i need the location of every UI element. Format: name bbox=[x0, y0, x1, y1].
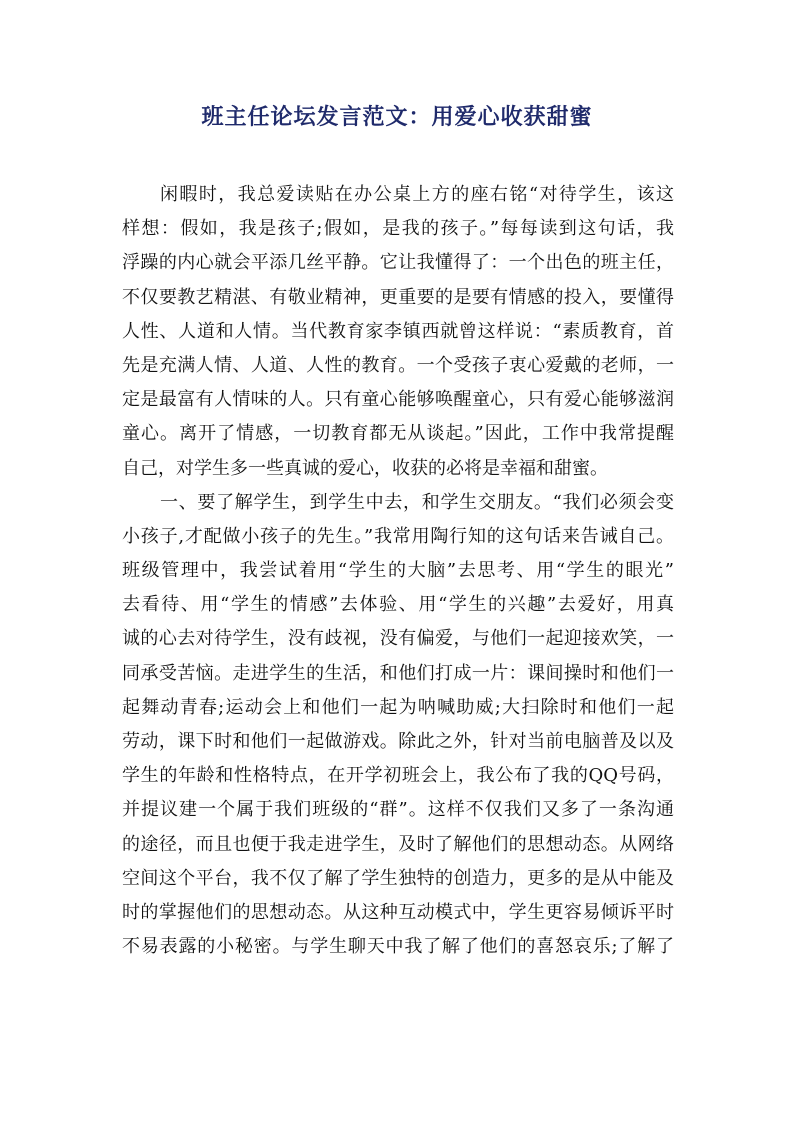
text-line: 时的掌握他们的思想动态。从这种互动模式中，学生更容易倾诉平时 bbox=[122, 901, 674, 923]
text-line: 诚的心去对待学生，没有歧视，没有偏爱，与他们一起迎接欢笑，一 bbox=[122, 628, 674, 650]
text-line: 人性、人道和人情。当代教育家李镇西就曾这样说：“素质教育，首 bbox=[122, 320, 674, 342]
text-line: 学生的年龄和性格特点，在开学初班会上，我公布了我的QQ号码， bbox=[122, 765, 674, 787]
text-line: 起舞动青春;运动会上和他们一起为呐喊助威;大扫除时和他们一起 bbox=[122, 696, 674, 718]
text-line: 并提议建一个属于我们班级的“群”。这样不仅我们又多了一条沟通 bbox=[122, 799, 674, 821]
document-body bbox=[122, 178, 674, 964]
text-line: 先是充满人情、人道、人性的教育。一个受孩子衷心爱戴的老师，一 bbox=[122, 354, 674, 376]
text-line: 劳动，课下时和他们一起做游戏。除此之外，针对当前电脑普及以及 bbox=[122, 731, 674, 752]
text-line: 定是最富有人情味的人。只有童心能够唤醒童心，只有爱心能够滋润 bbox=[122, 389, 674, 411]
text-line: 同承受苦恼。走进学生的生活，和他们打成一片：课间操时和他们一 bbox=[122, 662, 674, 684]
text-line: 浮躁的内心就会平添几丝平静。它让我懂得了：一个出色的班主任， bbox=[122, 252, 674, 274]
text-line: 童心。离开了情感，一切教育都无从谈起。”因此，工作中我常提醒 bbox=[122, 423, 674, 445]
text-line: 样想：假如，我是孩子;假如，是我的孩子。”每每读到这句话，我 bbox=[122, 218, 674, 240]
text-line: 空间这个平台，我不仅了解了学生独特的创造力，更多的是从中能及 bbox=[122, 867, 674, 889]
text-line: 小孩子,才配做小孩子的先生。”我常用陶行知的这句话来告诫自己。 bbox=[122, 525, 674, 547]
text-line: 一、要了解学生，到学生中去，和学生交朋友。“我们必须会变 bbox=[160, 491, 674, 513]
text-line: 不仅要教艺精湛、有敬业精神，更重要的是要有情感的投入，要懂得 bbox=[122, 286, 674, 308]
text-line: 的途径，而且也便于我走进学生，及时了解他们的思想动态。从网络 bbox=[122, 833, 674, 855]
text-line: 闲暇时，我总爱读贴在办公桌上方的座右铭“对待学生，该这 bbox=[160, 184, 674, 205]
document-title: 班主任论坛发言范文：用爱心收获甜蜜 bbox=[201, 104, 593, 130]
text-line: 去看待、用“学生的情感”去体验、用“学生的兴趣”去爱好，用真 bbox=[122, 594, 674, 616]
text-line: 班级管理中，我尝试着用“学生的大脑”去思考、用“学生的眼光” bbox=[122, 560, 674, 582]
text-line: 自己，对学生多一些真诚的爱心，收获的必将是幸福和甜蜜。 bbox=[122, 457, 608, 479]
text-line: 不易表露的小秘密。与学生聊天中我了解了他们的喜怒哀乐;了解了 bbox=[122, 936, 674, 958]
